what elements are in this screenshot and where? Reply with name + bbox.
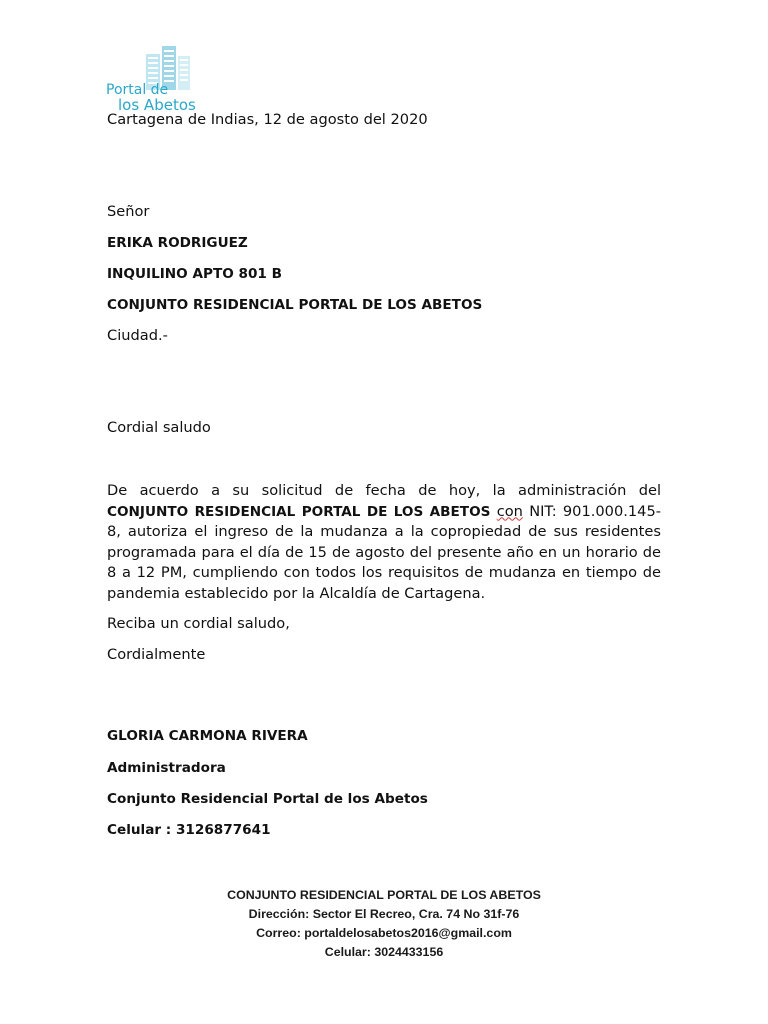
body-con-word: con (496, 502, 523, 520)
footer-phone: Celular: 3024433156 (324, 945, 444, 959)
signer-phone: Celular : 3126877641 (107, 822, 271, 838)
city: Ciudad.- (107, 327, 168, 344)
body-part1: De acuerdo a su solicitud de fecha de hoy, la administración del (107, 482, 661, 499)
footer-address: Dirección: Sector El Recreo, Cra. 74 No 31f-76 (248, 907, 520, 921)
footer-email: Correo: portaldelosabetos2016@gmail.com (256, 926, 512, 940)
recipient-name: ERIKA RODRIGUEZ (107, 235, 248, 251)
portal-de-los-abetos-logo (104, 44, 200, 112)
place-date: Cartagena de Indias, 12 de agosto del 2020 (107, 111, 428, 128)
closing-2: Cordialmente (107, 646, 206, 663)
recipient-role: INQUILINO APTO 801 B (107, 266, 282, 282)
body-paragraph (107, 481, 661, 605)
logo-line1: Portal de (106, 82, 169, 98)
signer-name: GLORIA CARMONA RIVERA (107, 728, 308, 744)
recipient-org: CONJUNTO RESIDENCIAL PORTAL DE LOS ABETOS (107, 297, 483, 313)
body-org-bold: CONJUNTO RESIDENCIAL PORTAL DE LOS ABETOS (107, 503, 491, 520)
salutation-title: Señor (107, 203, 150, 220)
logo-line2: los Abetos (118, 96, 196, 112)
footer-org: CONJUNTO RESIDENCIAL PORTAL DE LOS ABETOS (227, 888, 541, 902)
signer-org: Conjunto Residencial Portal de los Abetos (107, 791, 428, 807)
greeting: Cordial saludo (107, 419, 211, 436)
body-part3: NIT: 901.000.145-8, autoriza el ingreso de la mudanza a la copropiedad de sus residentes programada para el día de 15 de agosto del presente año en un horario de 8 a 12 PM, cumpliendo con todos los requisitos de mudanza en tiempo de pandemia establecido por la Alcaldía de Cartagena. (107, 502, 662, 602)
letter-footer (0, 886, 768, 962)
closing-1: Reciba un cordial saludo, (107, 615, 290, 632)
signer-role: Administradora (107, 760, 226, 776)
